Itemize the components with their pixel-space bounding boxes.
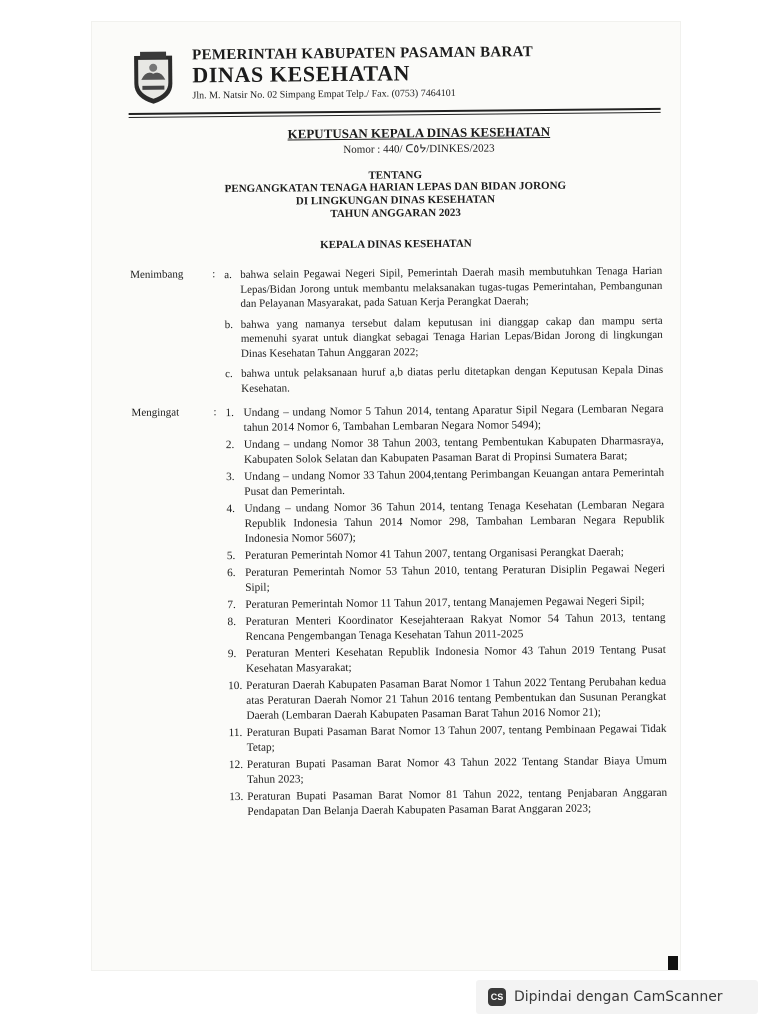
- mengingat-item-number: 10.: [228, 679, 243, 693]
- mengingat-item-number: 4.: [226, 502, 235, 516]
- mengingat-item: [227, 611, 665, 645]
- menimbang-colon: :: [212, 268, 216, 281]
- mengingat-item-text: Peraturan Daerah Kabupaten Pasaman Barat Nomor 1 Tahun 2022 Tentang Perubahan kedua atas Peraturan Daerah Nomor 21 Tahun 2016 tentang Pembentukan dan Susunan Perangkat Daerah (Lembaran Daerah Kabupaten Pasaman Barat Tahun 2016 Nomor 21);: [246, 675, 667, 722]
- menimbang-label: Menimbang: [130, 268, 184, 281]
- regency-logo-icon: [130, 50, 177, 106]
- camscanner-watermark: [476, 980, 758, 1014]
- mengingat-item: [229, 722, 667, 756]
- tentang-heading: TENTANG: [368, 169, 423, 182]
- mengingat-item-text: Peraturan Pemerintah Nomor 53 Tahun 2010, tentang Peraturan Disiplin Pegawai Negeri Sipil;: [244, 562, 666, 594]
- mengingat-item-text: Peraturan Bupati Pasaman Barat Nomor 43 Tahun 2022 Tentang Standar Biaya Umum Tahun 2023;: [246, 754, 667, 786]
- mengingat-item-number: 11.: [228, 726, 243, 740]
- menimbang-item-number: c.: [225, 368, 233, 381]
- mengingat-label: Mengingat: [131, 406, 180, 419]
- mengingat-item-number: 6.: [226, 566, 236, 580]
- menimbang-item: [225, 363, 663, 396]
- decree-subject-line-3: TAHUN ANGGARAN 2023: [330, 206, 461, 221]
- mengingat-item-text: Undang – undang Nomor 33 Tahun 2004,tentang Perimbangan Keuangan antara Pemerintah Pusat dan Pemerintah.: [244, 466, 665, 498]
- mengingat-item-number: 9.: [227, 647, 237, 661]
- mengingat-item: [225, 402, 663, 436]
- mengingat-item-number: 1.: [225, 406, 235, 420]
- mengingat-item-text: Undang – undang Nomor 38 Tahun 2003, tentang Pembentukan Kabupaten Dharmasraya, Kabupaten Solok Selatan dan Kabupaten Pasaman Barat di Propinsi Sumatera Barat;: [243, 434, 664, 466]
- menimbang-item-number: b.: [224, 318, 233, 331]
- menimbang-item-text: bahwa untuk pelaksanaan huruf a,b diatas perlu ditetapkan dengan Keputusan Kepala Dinas Kesehatan.: [241, 363, 664, 395]
- agency-name: DINAS KESEHATAN: [192, 60, 411, 88]
- mengingat-item: [229, 754, 667, 788]
- mengingat-item: [228, 675, 666, 724]
- mengingat-item-number: 5.: [226, 549, 236, 563]
- mengingat-item-text: Undang – undang Nomor 5 Tahun 2014, tentang Aparatur Sipil Negara (Lembaran Negara tahun 2014 Nomor 6, Tambahan Lembaran Negara Nomor 5494);: [243, 402, 664, 434]
- letterhead: [128, 43, 661, 110]
- authority-heading: KEPALA DINAS KESEHATAN: [320, 237, 472, 252]
- mengingat-item-number: 2.: [225, 438, 235, 452]
- mengingat-item-number: 7.: [227, 598, 236, 612]
- mengingat-item: [226, 466, 664, 500]
- mengingat-item: [226, 434, 664, 468]
- mengingat-item-text: Peraturan Menteri Koordinator Kesejahteraan Rakyat Nomor 54 Tahun 2013, tentang Rencana Pengembangan Tenaga Kesehatan Tahun 2011-2025: [245, 611, 666, 643]
- mengingat-item-text: Peraturan Pemerintah Nomor 11 Tahun 2017, tentang Manajemen Pegawai Negeri Sipil;: [245, 595, 645, 611]
- mengingat-item: [227, 545, 665, 564]
- decree-subject-line-2: DI LINGKUNGAN DINAS KESEHATAN: [295, 193, 496, 208]
- mengingat-item-number: 12.: [228, 758, 244, 772]
- menimbang-list: [224, 264, 663, 396]
- document-content: [128, 43, 667, 823]
- decree-number: Nomor : 440/ ᑕ᠌٥ᔭ/DINKES/2023: [343, 142, 495, 156]
- mengingat-item-number: 13.: [229, 790, 244, 804]
- menimbang-item-text: bahwa yang namanya tersebut dalam keputusan ini dianggap cakap dan mampu serta memenuhi syarat untuk diangkat sebagai Tenaga Harian Lepas/Bidan Jorong di lingkungan Dinas Kesehatan Tahun Anggaran 2022;: [240, 314, 663, 360]
- decree-subject-line-1: PENGANGKATAN TENAGA HARIAN LEPAS DAN BIDAN JORONG: [224, 179, 567, 196]
- decree-title: KEPUTUSAN KEPALA DINAS KESEHATAN: [287, 123, 551, 142]
- government-name: PEMERINTAH KABUPATEN PASAMAN BARAT: [191, 44, 534, 64]
- menimbang-item: [225, 313, 663, 361]
- mengingat-item: [227, 562, 665, 596]
- mengingat-colon: :: [213, 406, 217, 419]
- mengingat-item-text: Peraturan Bupati Pasaman Barat Nomor 13 Tahun 2007, tentang Pembinaan Pegawai Tidak Tetap;: [246, 722, 667, 754]
- menimbang-item-number: a.: [224, 269, 232, 282]
- camscanner-text: Dipindai dengan CamScanner: [514, 989, 723, 1005]
- mengingat-item-text: Peraturan Menteri Kesehatan Republik Indonesia Nomor 43 Tahun 2019 Tentang Pusat Kesehatan Masyarakat;: [245, 643, 666, 675]
- mengingat-item-number: 8.: [227, 615, 237, 629]
- mengingat-item: [227, 594, 665, 613]
- mengingat-item: [229, 786, 667, 820]
- menimbang-item: [224, 264, 662, 312]
- menimbang-section: [130, 264, 663, 397]
- mengingat-item: [226, 498, 664, 547]
- mengingat-item: [228, 643, 666, 677]
- mengingat-item-number: 3.: [226, 470, 235, 484]
- agency-address: Jln. M. Natsir No. 02 Simpang Empat Telp./ Fax. (0753) 7464101: [192, 87, 456, 102]
- camscanner-icon: CS: [488, 988, 506, 1006]
- mengingat-item-text: Peraturan Pemerintah Nomor 41 Tahun 2007, tentang Organisasi Perangkat Daerah;: [244, 546, 624, 562]
- mengingat-list: [225, 402, 667, 820]
- mengingat-item-text: Peraturan Bupati Pasaman Barat Nomor 81 Tahun 2022, tentang Penjabaran Anggaran Pendapatan Dan Belanja Daerah Kabupaten Pasaman Barat Anggaran 2023;: [247, 786, 668, 818]
- scan-edge-mark: [668, 956, 678, 970]
- mengingat-section: [131, 402, 667, 821]
- mengingat-item-text: Undang – undang Nomor 36 Tahun 2014, tentang Tenaga Kesehatan (Lembaran Negara Republik Indonesia Tahun 2014 Nomor 298, Tambahan Lembaran Negara Republik Indonesia Nomor 5607);: [244, 498, 665, 545]
- menimbang-item-text: bahwa selain Pegawai Negeri Sipil, Pemerintah Daerah masih membutuhkan Tenaga Harian Lepas/Bidan Jorong untuk membantu melaksanakan tugas-tugas Pemerintahan, Pembangunan dan Pelayanan Masyarakat, pada Satuan Kerja Perangkat Daerah;: [240, 264, 663, 310]
